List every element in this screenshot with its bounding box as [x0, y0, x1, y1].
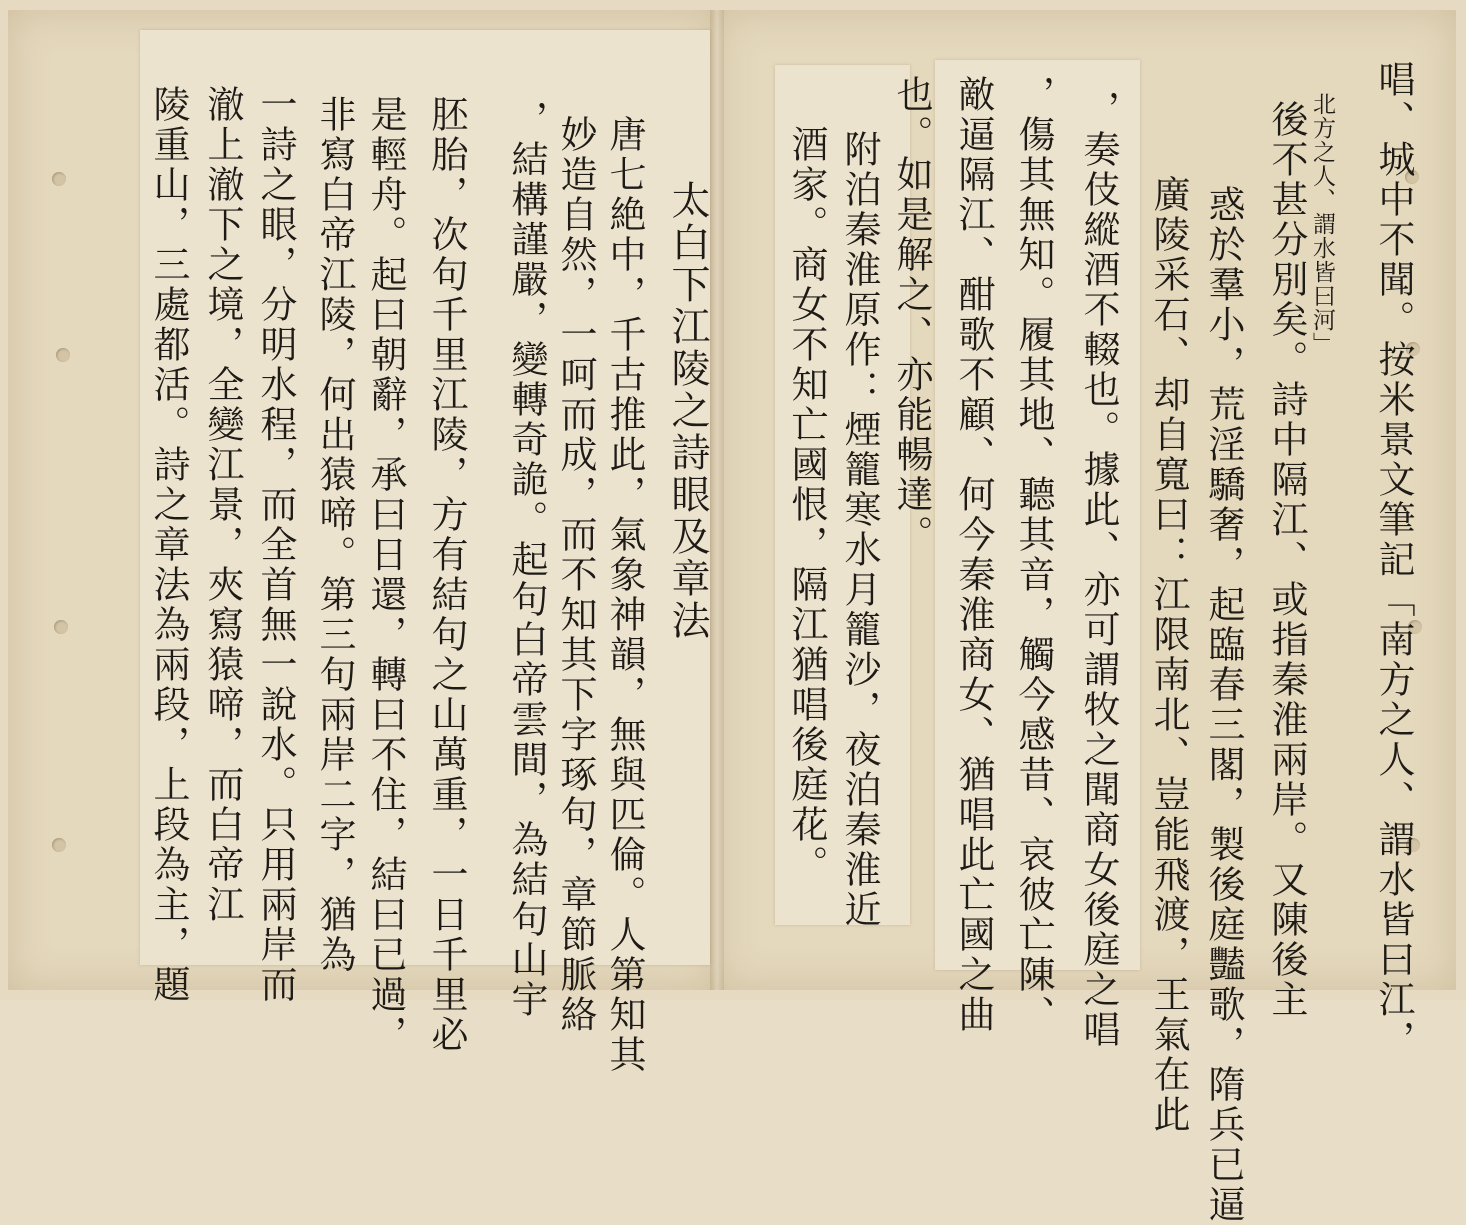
left-line-6: 非寫白帝江陵，何出猿啼。第三句兩岸二字，猶為: [313, 95, 356, 975]
left-line-8: 澈上澈下之境，全變江景，夾寫猿啼，而白帝江: [201, 85, 244, 925]
center-fold: [710, 10, 724, 990]
right-line-1: 唱、城中不聞。按米景文筆記「南方之人、謂水皆曰江，: [1372, 60, 1415, 1060]
right-line-7: 敵逼隔江、酣歌不顧、何今秦淮商女、猶唱此亡國之曲: [952, 75, 995, 1035]
left-line-2: 妙造自然，一呵而成，而不知其下字琢句，章節脈絡: [554, 115, 597, 1035]
right-line-5: ，奏伎縱酒不輟也。據此、亦可謂牧之聞商女後庭之唱: [1077, 90, 1120, 1050]
binding-hole: [54, 620, 68, 634]
binding-hole: [52, 838, 66, 852]
left-line-5: 是輕舟。起曰朝辭，承曰日還，轉曰不住，結曰已過，: [364, 95, 407, 1055]
right-annotation: 北方之人、謂水皆曰河」: [1309, 92, 1335, 356]
right-line-6: ，傷其無知。履其地、聽其音，觸今感昔、哀彼亡陳、: [1012, 75, 1055, 1035]
left-line-4: 胚胎，次句千里江陵，方有結句之山萬重，一日千里必: [425, 95, 468, 1055]
left-line-9: 陵重山，三處都活。詩之章法為兩段，上段為主，題: [147, 85, 190, 1005]
right-line-2: 後不甚分別矣。詩中隔江、或指秦淮兩岸。又陳後主: [1265, 100, 1308, 1020]
left-line-7: 一詩之眼，分明水程，而全首無一說水。只用兩岸而: [254, 85, 297, 1005]
left-line-3: ，結構謹嚴，變轉奇詭。起句白帝雲間，為結句山宇: [505, 100, 548, 1020]
binding-hole: [56, 348, 70, 362]
right-line-8: 也。如是解之、亦能暢達。: [890, 75, 933, 555]
pasted-note-line-2: 酒家。商女不知亡國恨，隔江猶唱後庭花。: [785, 125, 828, 885]
binding-hole: [52, 172, 66, 186]
right-line-3: 惑於羣小，荒淫驕奢，起臨春三閣，製後庭豔歌，隋兵已逼: [1202, 185, 1245, 1225]
left-page-title: 太白下江陵之詩眼及章法: [665, 180, 710, 642]
pasted-note-line-1: 附泊秦淮原作：煙籠寒水月籠沙，夜泊秦淮近: [838, 130, 881, 930]
left-line-1: 唐七絶中，千古推此，氣象神韻，無與匹倫。人第知其: [603, 115, 646, 1075]
right-line-4: 廣陵采石、却自寬曰：江限南北、豈能飛渡，王氣在此: [1147, 175, 1190, 1135]
